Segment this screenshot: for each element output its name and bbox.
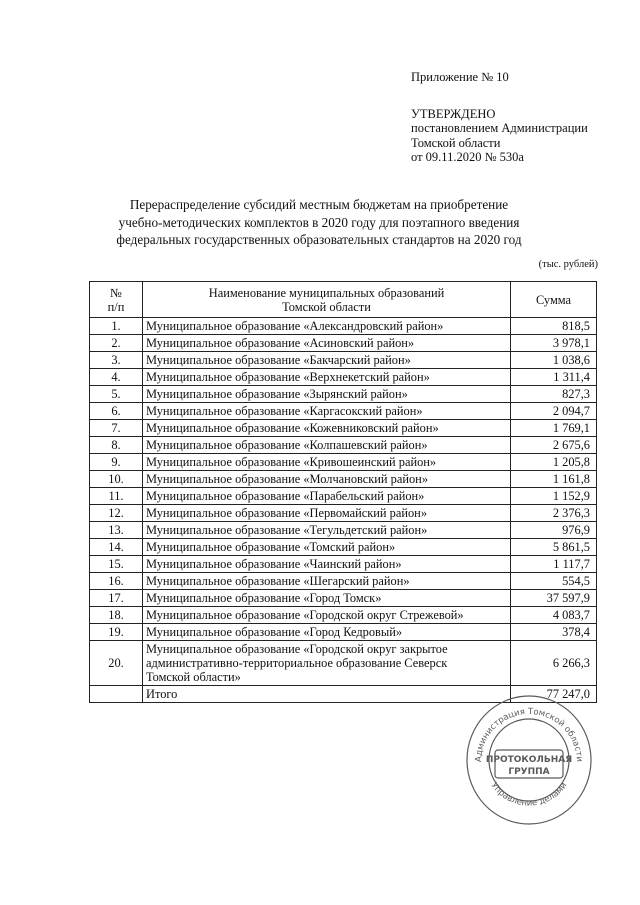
table-row [90,488,597,505]
row-sum: 1 769,1 [511,420,597,437]
stamp-outer-bottom-text: Управление делами [488,780,570,809]
table-row [90,403,597,420]
total-num [90,686,143,703]
table-row [90,505,597,522]
stamp-inner-line-1: ПРОТОКОЛЬНАЯ [485,755,573,765]
row-name: Муниципальное образование «Чаинский район» [143,556,511,573]
approval-header [411,70,588,165]
row-sum: 1 117,7 [511,556,597,573]
row-name: Муниципальное образование «Асиновский район» [143,335,511,352]
row-sum: 1 205,8 [511,454,597,471]
row-num: 8. [90,437,143,454]
row-num: 10. [90,471,143,488]
row-20-num: 20. [90,641,143,686]
row-sum: 2 094,7 [511,403,597,420]
row-name: Муниципальное образование «Верхнекетский район» [143,369,511,386]
header-name-line-2: Томской области [282,299,371,314]
row-num: 4. [90,369,143,386]
row-num: 14. [90,539,143,556]
row-name: Муниципальное образование «Томский район» [143,539,511,556]
row-sum: 5 861,5 [511,539,597,556]
table-row [90,607,597,624]
official-stamp [465,694,593,826]
row-sum: 37 597,9 [511,590,597,607]
row-num: 13. [90,522,143,539]
row-name: Муниципальное образование «Молчановский район» [143,471,511,488]
row-sum: 2 675,6 [511,437,597,454]
row-sum: 1 152,9 [511,488,597,505]
approval-line-1: постановлением Администрации [411,121,588,135]
row-sum: 1 038,6 [511,352,597,369]
row-name: Муниципальное образование «Город Кедровый» [143,624,511,641]
row-name: Муниципальное образование «Парабельский район» [143,488,511,505]
header-num-line-2: п/п [107,299,125,314]
appendix-number: Приложение № 10 [411,70,509,84]
row-sum: 818,5 [511,318,597,335]
header-name [143,282,511,318]
row-name: Муниципальное образование «Колпашевский район» [143,437,511,454]
row-name: Муниципальное образование «Зырянский район» [143,386,511,403]
table-row [90,471,597,488]
row-num: 6. [90,403,143,420]
row-num: 12. [90,505,143,522]
table-row [90,352,597,369]
row-num: 19. [90,624,143,641]
row-sum: 4 083,7 [511,607,597,624]
row-sum: 827,3 [511,386,597,403]
row-20-name-line-1: Муниципальное образование «Городской округ закрытое [146,642,448,656]
row-num: 15. [90,556,143,573]
row-num: 11. [90,488,143,505]
row-20-name-line-3: Томской области» [146,670,241,684]
row-num: 2. [90,335,143,352]
table-header-row [90,282,597,318]
row-sum: 378,4 [511,624,597,641]
row-name: Муниципальное образование «Кривошеинский район» [143,454,511,471]
total-sum: 77 247,0 [511,686,597,703]
row-num: 3. [90,352,143,369]
row-name: Муниципальное образование «Каргасокский район» [143,403,511,420]
row-sum: 976,9 [511,522,597,539]
row-sum: 1 161,8 [511,471,597,488]
table-row [90,420,597,437]
table-row [90,624,597,641]
table-row [90,590,597,607]
header-sum: Сумма [511,282,597,318]
row-name: Муниципальное образование «Город Томск» [143,590,511,607]
row-name: Муниципальное образование «Александровский район» [143,318,511,335]
row-20-name-line-2: административно-территориальное образование Северск [146,656,448,670]
table-row-20 [90,641,597,686]
header-name-line-1: Наименование муниципальных образований [208,285,445,300]
subsidy-table [89,281,597,703]
row-name: Муниципальное образование «Кожевниковский район» [143,420,511,437]
row-num: 7. [90,420,143,437]
row-sum: 2 376,3 [511,505,597,522]
stamp-inner-line-2: ГРУППА [508,767,550,777]
table-row [90,369,597,386]
row-num: 17. [90,590,143,607]
row-num: 1. [90,318,143,335]
approval-line-2: Томской области [411,135,501,150]
title-line-1: Перераспределение субсидий местным бюджетам на приобретение [129,197,509,212]
table-row [90,386,597,403]
table-row [90,454,597,471]
table-row [90,556,597,573]
table-row [90,573,597,590]
row-sum: 1 311,4 [511,369,597,386]
row-20-name [143,641,511,686]
row-name: Муниципальное образование «Тегульдетский район» [143,522,511,539]
row-num: 16. [90,573,143,590]
approved-label: УТВЕРЖДЕНО [411,106,496,121]
row-num: 18. [90,607,143,624]
header-num-line-1: № [110,285,122,300]
row-name: Муниципальное образование «Шегарский район» [143,573,511,590]
row-name: Муниципальное образование «Первомайский район» [143,505,511,522]
row-name: Муниципальное образование «Городской округ Стрежевой» [143,607,511,624]
total-label: Итого [143,686,511,703]
row-sum: 554,5 [511,573,597,590]
approval-line-3: от 09.11.2020 № 530а [411,150,524,164]
row-num: 5. [90,386,143,403]
row-name: Муниципальное образование «Бакчарский район» [143,352,511,369]
units-label: (тыс. рублей) [538,259,598,270]
stamp-outer-top-text: Администрация Томской области [473,706,585,763]
table-body [90,318,597,703]
row-num: 9. [90,454,143,471]
table-row [90,437,597,454]
table-row [90,318,597,335]
row-sum: 3 978,1 [511,335,597,352]
title-line-3: федеральных государственных образовательных стандартов на 2020 год [116,232,522,247]
document-title [100,196,538,249]
table-row [90,335,597,352]
title-line-2: учебно-методических комплектов в 2020 году для поэтапного введения [118,214,520,230]
table-row [90,522,597,539]
row-20-sum: 6 266,3 [511,641,597,686]
table-row [90,539,597,556]
header-num [90,282,143,318]
